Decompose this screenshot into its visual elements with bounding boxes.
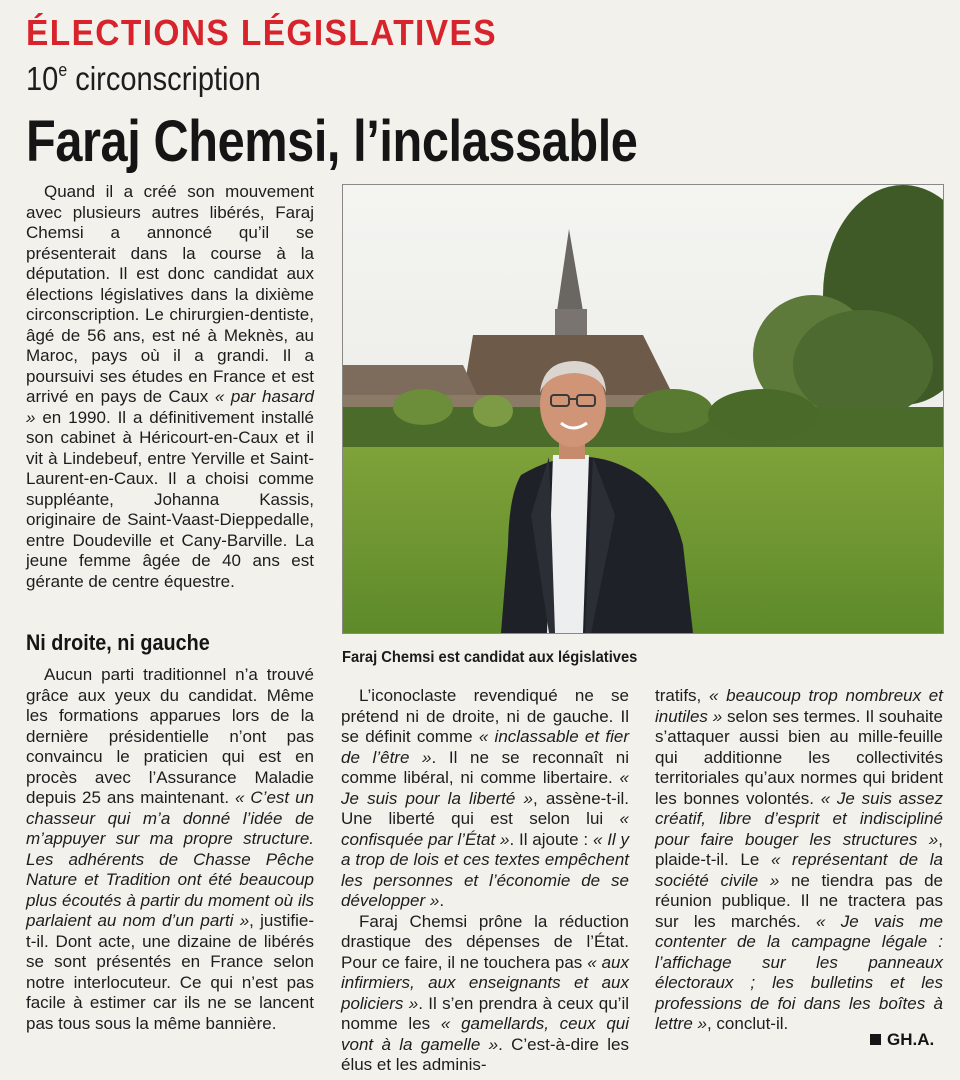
text: , assène-t-il. Une liberté qui est selon lui [341, 788, 629, 828]
signature-text: GH.A. [887, 1030, 935, 1049]
quote: « aux infirmiers, aux enseignants et aux policiers » [341, 952, 629, 1013]
article-headline: Faraj Chemsi, l’inclassable [26, 109, 638, 174]
quote: « gamellards, ceux qui vont à la gamelle » [341, 1014, 630, 1054]
article-column-1-bottom [26, 665, 314, 1034]
text: . Il ajoute : [509, 829, 593, 849]
quote: « inclassable et fier de l’être » [341, 727, 629, 767]
text: L’iconoclaste revendiqué ne se prétend ni de droite, ni de gauche. Il se définit comme [341, 686, 629, 746]
article-column-2 [341, 686, 629, 1076]
candidate-photo [342, 184, 944, 634]
text: selon ses termes. Il souhaite s’attaquer aussi bien au mille-feuille qui additionne les collectivités territoriales qu’aux normes qui brident les bonnes volontés. [655, 706, 943, 808]
author-signature [870, 1030, 934, 1050]
square-bullet-icon [870, 1034, 881, 1045]
text: , plaide-t-il. Le [655, 829, 943, 869]
text: . [439, 891, 445, 910]
paragraph [341, 686, 629, 912]
text: . C’est-à-dire les élus et les adminis- [341, 1034, 629, 1074]
text: , justifie-t-il. Dont acte, une dizaine de libérés se sont présentés en France selon notre interlocuteur. Ce qui n’est pas facile à estimer car ils ne se lancent pas tous sous la même bannière. [26, 911, 314, 1033]
quote: « représentant de la société civile » [655, 850, 943, 890]
article-column-3 [655, 686, 943, 1035]
photo-caption: Faraj Chemsi est candidat aux législatives [342, 649, 638, 666]
text: , conclut-il. [706, 1014, 789, 1033]
paragraph [341, 912, 629, 1076]
quote: « confisquée par l’État » [341, 809, 629, 849]
quote: « beaucoup trop nombreux et inutiles » [655, 686, 943, 726]
quote: « par hasard » [26, 387, 314, 427]
subhead-number: 10 [26, 60, 59, 97]
text: Faraj Chemsi prône la réduction drastique des dépenses de l’État. Pour ce faire, il ne touchera pas [341, 911, 629, 972]
quote: « Je suis pour la liberté » [341, 768, 629, 808]
paragraph [26, 182, 314, 592]
quote: « Je vais me contenter de la campagne légale : l’affichage sur les panneaux électoraux ; les bulletins et les professions de foi dans les boîtes à lettre » [655, 911, 943, 1033]
quote: « Je suis assez créatif, libre d’esprit et indiscipliné pour faire bouger les structures » [655, 788, 943, 849]
quote: « C’est un chasseur qui m’a donné l’idée de m’appuyer sur ma propre structure. Les adhérents de Chasse Pêche Nature et Tradition ont été beaucoup plus écoutés à partir du moment où ils parlaient au nom d’un parti » [26, 788, 314, 930]
text: Aucun parti traditionnel n’a trouvé grâce aux yeux du candidat. Même les formations apparues lors de la dernière présidentielle n’ont pas convaincu le praticien qui est en procès avec l’Assurance Maladie depuis 25 ans maintenant. [26, 665, 314, 807]
text: . Il s’en prendra à ceux qu’il nomme les [341, 993, 629, 1033]
section-title: Ni droite, ni gauche [26, 630, 210, 655]
quote: « Il y a trop de lois et ces textes empêchent les personnes et l’économie de se développer » [341, 829, 629, 910]
subhead-ordinal: e [58, 60, 68, 80]
text: en 1990. Il a définitivement installé son cabinet à Héricourt-en-Caux et il vit à Lindebeuf, entre Yerville et Saint-Laurent-en-Caux. Il a choisi comme suppléante, Johanna Kassis, originaire de Saint-Vaast-Dieppedalle, entre Doudeville et Cany-Barville. La jeune femme âgée de 40 ans est gérante de centre équestre. [26, 407, 314, 591]
text: . Il ne se reconnaît ni comme libéral, ni comme libertaire. [341, 747, 629, 787]
paragraph [26, 665, 314, 1034]
text: Quand il a créé son mouvement avec plusieurs autres libérés, Faraj Chemsi a annoncé qu’il se présenterait dans la course à la députation. Il est donc candidat aux élections législatives dans la dixième circonscription. Le chirurgien-dentiste, âgé de 56 ans, est né à Meknès, au Maroc, pays où il a grandi. Il a poursuivi ses études en France et est arrivé en pays de Caux [26, 182, 314, 406]
section-kicker: ÉLECTIONS LÉGISLATIVES [26, 12, 497, 53]
article-column-1-top [26, 182, 314, 592]
subhead [26, 60, 261, 98]
text: ne tiendra pas de réunion publique. Il ne tractera pas sur les marchés. [655, 870, 943, 931]
paragraph [655, 686, 943, 1035]
text: tratifs, [655, 686, 709, 705]
subhead-text: circonscription [67, 60, 261, 97]
